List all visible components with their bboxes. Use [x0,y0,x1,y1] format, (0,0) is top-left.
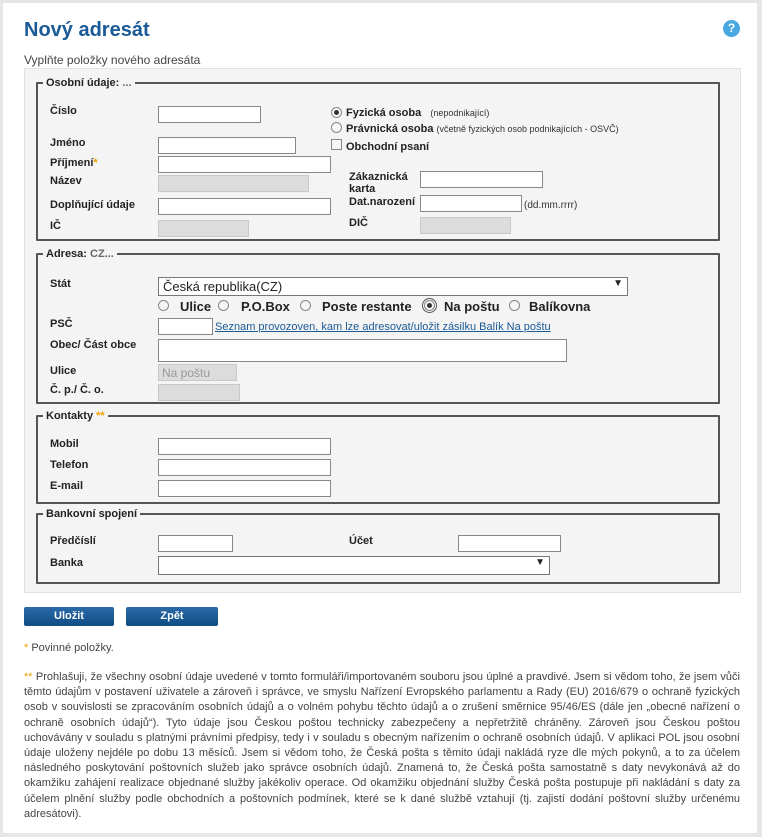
fyzicka-label: Fyzická osoba (nepodnikající) [346,107,490,119]
mobil-input[interactable] [158,438,331,455]
obchodni-checkbox[interactable] [331,139,342,150]
provozovny-link[interactable]: Seznam provozoven, kam lze adresovat/uložit zásilku Balík Na poštu [215,321,551,333]
email-label: E-mail [50,480,84,492]
page-title: Nový adresát [24,19,150,41]
dic-label: DIČ [349,217,368,229]
contacts-fieldset [36,410,720,504]
predcisli-input[interactable] [158,535,233,552]
dic-input [420,217,511,234]
zakaznicka-label: Zákaznická karta [349,171,408,195]
form-panel [24,68,741,593]
fyzicka-radio[interactable] [331,107,342,118]
dat-narozeni-label: Dat.narození [349,196,416,208]
pravnicka-radio[interactable] [331,122,342,133]
prijmeni-label: Příjmení* [50,157,98,169]
chevron-down-icon: ▼ [613,278,623,289]
date-format-hint: (dd.mm.rrrr) [524,200,578,211]
type-radio-na-postu[interactable] [424,300,435,311]
bank-fieldset [36,508,720,584]
help-icon[interactable]: ? [723,20,740,37]
cislo-label: Číslo [50,105,77,117]
stat-select[interactable]: Česká republika(CZ) ▼ [158,277,628,296]
ulice-label: Ulice [50,365,77,377]
ic-input [158,220,249,237]
nazev-input [158,175,309,192]
dat-narozeni-input[interactable] [420,195,522,212]
zakaznicka-input[interactable] [420,171,543,188]
declaration-text: ** Prohlašuji, že všechny osobní údaje uvedené v tomto formuláři/importovaném souboru jsou úplné a pravdivé. Jsem si vědom toho, že jsem vůči těmto údajům v postavení uživatele a zároveň i správce, ve smyslu Nařízení Evropského parlamentu a Rady (EU) 2016/679 o ochraně fyzických osob v souvislosti se zpracováním osobních údajů a o volném pohybu těchto údajů a o zrušení směrnice 95/46/ES (dále jen „obecné nařízení o ochraně osobních údajů“). Tyto údaje jsou Českou poštou technicky zabezpečeny a nepřetržitě chráněny. Zároveň jsou Českou poštou uchovávány v souladu s platnými právními předpisy, tedy i v souladu s obecným nařízením o ochraně osobních údajů. V aplikaci POL jsou osobní údaje uloženy nejdéle po dobu 13 měsíců. Jsem si vědom toho, že Česká pošta s těmito údaji nakládá ryze dle mých pokynů, a to za účelem následného poskytování poštovních služeb jako správce osobních údajů. Znamená to, že Česká pošta samostatně s daty nevykonává až do okamžiku zahájení realizace objednané služby jakékoliv operace. Od okamžiku objednání služby Česká pošta postupuje při nakládání s daty za účelem plnění služby podle obchodních a poštovních podmínek, které se k dané službě vztahují (tj. zajistí dodání poštovní služby určenému adresátovi). [24,671,740,820]
back-button[interactable]: Zpět [126,607,218,626]
nazev-label: Název [50,175,82,187]
obec-label: Obec/ Část obce [50,339,137,351]
type-label-poste-restante: Poste restante [322,299,412,314]
personal-legend: Osobní údaje: ... [46,77,132,89]
cislo-po-label: Č. p./ Č. o. [50,384,104,396]
psc-label: PSČ [50,318,73,330]
ucet-label: Účet [349,535,373,547]
jmeno-label: Jméno [50,137,86,149]
save-button[interactable]: Uložit [24,607,114,626]
ucet-input[interactable] [458,535,561,552]
ic-label: IČ [50,220,61,232]
pravnicka-label: Právnická osoba (včetně fyzických osob podnikajících - OSVČ) [346,123,619,135]
prijmeni-input[interactable] [158,156,331,173]
stat-label: Stát [50,278,71,290]
type-label-balikovna: Balíkovna [529,299,591,314]
banka-label: Banka [50,557,84,569]
page [3,3,757,833]
psc-input[interactable] [158,318,213,335]
obec-input[interactable] [158,339,567,362]
type-label-ulice: Ulice [180,299,212,314]
address-legend: Adresa: CZ... [46,248,114,260]
address-fieldset [36,248,720,404]
bank-legend: Bankovní spojení [46,508,138,520]
cislo-input[interactable] [158,106,261,123]
chevron-down-icon: ▼ [535,557,545,568]
banka-select[interactable] [158,556,550,575]
cislo-po-input [158,384,240,401]
type-label-pobox: P.O.Box [241,299,290,314]
jmeno-input[interactable] [158,137,296,154]
doplnujici-input[interactable] [158,198,331,215]
ulice-input [158,364,237,381]
telefon-label: Telefon [50,459,89,471]
type-radio-balikovna[interactable] [509,300,520,311]
required-note: * Povinné položky. [24,642,114,654]
page-subtitle: Vyplňte položky nového adresáta [24,53,201,67]
type-label-na-postu: Na poštu [444,299,500,314]
type-radio-poste-restante[interactable] [300,300,311,311]
type-radio-ulice[interactable] [158,300,169,311]
type-radio-pobox[interactable] [218,300,229,311]
personal-fieldset [36,77,720,241]
predcisli-label: Předčíslí [50,535,96,547]
email-input[interactable] [158,480,331,497]
obchodni-label: Obchodní psaní [346,141,430,153]
telefon-input[interactable] [158,459,331,476]
mobil-label: Mobil [50,438,79,450]
doplnujici-label: Doplňující údaje [50,199,135,211]
contacts-legend: Kontakty ** [46,410,105,422]
